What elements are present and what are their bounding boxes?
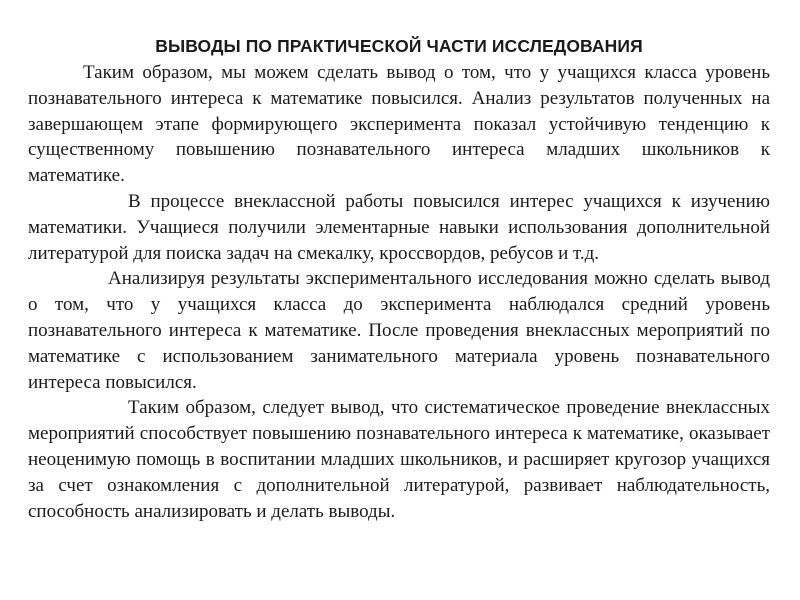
paragraph-4: Таким образом, следует вывод, что систематическое проведение внеклассных мероприятий способствует повышению познавательного интереса к математике, оказывает неоценимую помощь в воспитании младших школьников, и расширяет кругозор учащихся за счет ознакомления с дополнительной литературой, развивает наблюдательность, способность анализировать и делать выводы.: [28, 397, 770, 522]
document-title: ВЫВОДЫ ПО ПРАКТИЧЕСКОЙ ЧАСТИ ИССЛЕДОВАНИЯ: [155, 36, 643, 56]
paragraph-2: В процессе внеклассной работы повысился интерес учащихся к изучению математики. Учащиеся получили элементарные навыки использования дополнительной литературой для поиска задач на смекалку, кроссвордов, ребусов и т.д.: [28, 190, 770, 264]
paragraph-1: Таким образом, мы можем сделать вывод о том, что у учащихся класса уровень познавательного интереса к математике повысился. Анализ результатов полученных на завершающем этапе формирующего эксперимента показал устойчивую тенденцию к существенному повышению познавательного интереса младших школьников к математике.: [28, 62, 770, 187]
paragraph-3: Анализируя результаты экспериментального исследования можно сделать вывод о том, что у учащихся класса до эксперимента наблюдался средний уровень познавательного интереса к математике. После проведения внеклассных мероприятий по математике с использованием занимательного материала уровень познавательного интереса повысился.: [28, 268, 770, 393]
